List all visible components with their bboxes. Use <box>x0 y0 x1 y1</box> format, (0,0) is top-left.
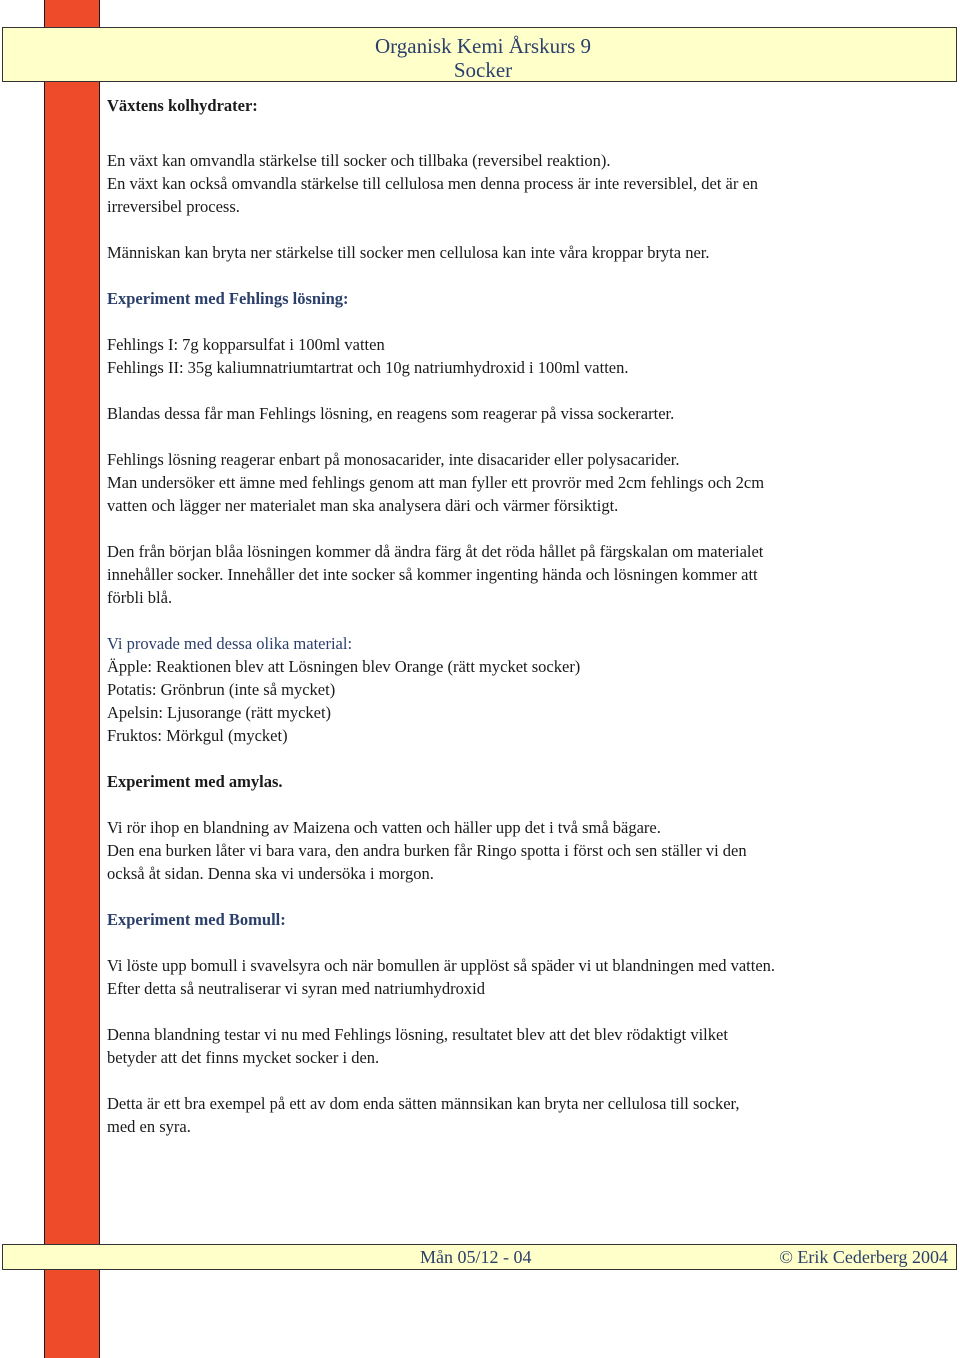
material-item: Potatis: Grönbrun (inte så mycket) <box>107 680 336 699</box>
paragraph-line: Fehlings I: 7g kopparsulfat i 100ml vatten <box>107 335 385 354</box>
paragraph-line: En växt kan också omvandla stärkelse till cellulosa men denna process är inte reversiblel, det är en <box>107 174 759 193</box>
paragraph-line: irreversibel process. <box>107 197 240 216</box>
paragraph-line: innehåller socker. Innehåller det inte socker så kommer ingenting hända och lösningen kommer att <box>107 565 758 584</box>
paragraph-line: Vi rör ihop en blandning av Maizena och vatten och häller upp det i två små bägare. <box>107 818 661 837</box>
paragraph-line: också åt sidan. Denna ska vi undersöka i morgon. <box>107 864 434 883</box>
sidebar-stripe <box>44 0 100 1358</box>
materials-intro: Vi provade med dessa olika material: <box>107 634 353 653</box>
paragraph-line: med en syra. <box>107 1117 191 1136</box>
heading-kolhydrater: Växtens kolhydrater: <box>107 96 258 115</box>
document-body <box>107 94 937 1138</box>
paragraph-line: vatten och lägger ner materialet man ska analysera däri och värmer försiktigt. <box>107 496 619 515</box>
heading-amylas: Experiment med amylas. <box>107 772 283 791</box>
paragraph-line: Vi löste upp bomull i svavelsyra och när bomullen är upplöst så späder vi ut blandningen med vatten. <box>107 956 776 975</box>
paragraph-line: Detta är ett bra exempel på ett av dom enda sätten männsikan kan bryta ner cellulosa till socker, <box>107 1094 740 1113</box>
paragraph-line: Blandas dessa får man Fehlings lösning, en reagens som reagerar på vissa sockerarter. <box>107 404 675 423</box>
paragraph-line: Denna blandning testar vi nu med Fehlings lösning, resultatet blev att det blev rödaktigt vilket <box>107 1025 728 1044</box>
page-subtitle: Socker <box>453 58 513 82</box>
paragraph-line: Efter detta så neutraliserar vi syran med natriumhydroxid <box>107 979 485 998</box>
footer-date: Mån 05/12 - 04 <box>420 1247 532 1267</box>
paragraph-line: Fehlings II: 35g kaliumnatriumtartrat och 10g natriumhydroxid i 100ml vatten. <box>107 358 629 377</box>
heading-fehlings: Experiment med Fehlings lösning: <box>107 289 349 308</box>
paragraph-line: Den från början blåa lösningen kommer då ändra färg åt det röda hållet på färgskalan om materialet <box>107 542 764 561</box>
paragraph-line: Man undersöker ett ämne med fehlings genom att man fyller ett provrör med 2cm fehlings och 2cm <box>107 473 765 492</box>
footer-copyright: © Erik Cederberg 2004 <box>779 1247 948 1267</box>
paragraph-line: förbli blå. <box>107 588 173 607</box>
paragraph-line: Människan kan bryta ner stärkelse till socker men cellulosa kan inte våra kroppar bryta ner. <box>107 243 710 262</box>
material-item: Fruktos: Mörkgul (mycket) <box>107 726 288 745</box>
page-title: Organisk Kemi Årskurs 9 <box>374 34 591 58</box>
paragraph-line: Den ena burken låter vi bara vara, den andra burken får Ringo spotta i först och sen ställer vi den <box>107 841 747 860</box>
material-item: Apelsin: Ljusorange (rätt mycket) <box>107 703 332 722</box>
heading-bomull: Experiment med Bomull: <box>107 910 286 929</box>
paragraph-line: En växt kan omvandla stärkelse till socker och tillbaka (reversibel reaktion). <box>107 151 611 170</box>
material-item: Äpple: Reaktionen blev att Lösningen blev Orange (rätt mycket socker) <box>107 657 581 676</box>
paragraph-line: betyder att det finns mycket socker i den. <box>107 1048 380 1067</box>
paragraph-line: Fehlings lösning reagerar enbart på monosacarider, inte disacarider eller polysacarider. <box>107 450 680 469</box>
